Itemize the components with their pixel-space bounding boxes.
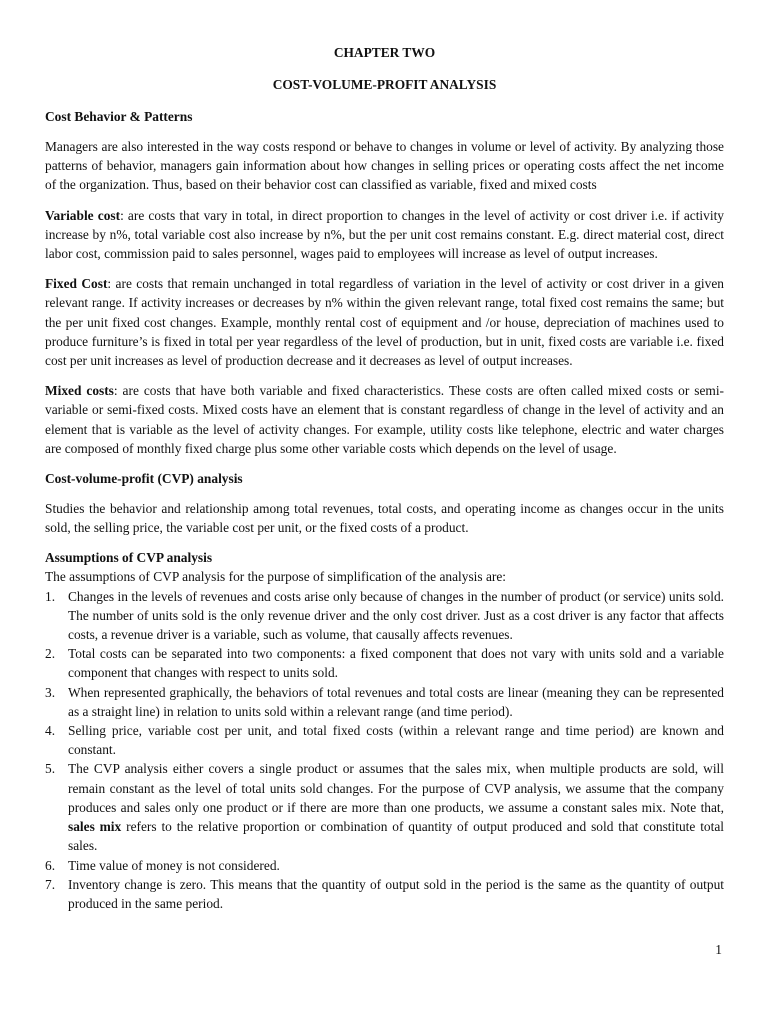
chapter-heading: CHAPTER TWO bbox=[333, 45, 436, 60]
list-number: 5. bbox=[45, 761, 56, 777]
list-item-text: Changes in the levels of revenues and costs arise only because of changes in the number of product (or service) units sold. The number of units sold is the only revenue driver and the only cost driver. Just as a cost driver is any factor that affects costs, a revenue driver is a variable, such as volume, that causally affects revenues. bbox=[68, 588, 724, 643]
list-number: 2. bbox=[45, 646, 56, 662]
list-item bbox=[45, 759, 724, 855]
list-item-text: Selling price, variable cost per unit, and total fixed costs (within a relevant range and time period) are known and constant. bbox=[68, 723, 724, 758]
document-page bbox=[45, 44, 724, 913]
paragraph-variable-cost bbox=[45, 206, 724, 264]
section-heading-cost-behavior: Cost Behavior & Patterns bbox=[45, 109, 193, 124]
assumptions-list bbox=[45, 587, 724, 913]
term-sales-mix: sales mix bbox=[68, 819, 122, 835]
list-item bbox=[45, 875, 724, 913]
list-number: 1. bbox=[45, 588, 56, 604]
list-item bbox=[45, 587, 724, 645]
list-number: 7. bbox=[45, 876, 56, 892]
page-number: 1 bbox=[715, 942, 722, 957]
list-item-text-part: refers to the relative proportion or combination of quantity of output produced and sold that constitute total sales. bbox=[68, 819, 724, 854]
term-variable-cost: Variable cost bbox=[45, 207, 121, 223]
definition-variable-cost: : are costs that vary in total, in direct proportion to changes in the level of activity or cost driver i.e. if activity increase by n%, total variable cost also increase by n%, but the per unit cost remains constant. E.g. direct material cost, direct labor cost, commission paid to sales personnel, wages paid to employees will increase as level of output increases. bbox=[45, 207, 724, 262]
paragraph-fixed-cost bbox=[45, 274, 724, 370]
list-number: 6. bbox=[45, 857, 56, 873]
definition-fixed-cost: : are costs that remain unchanged in total regardless of variation in the level of activity or cost driver in a given relevant range. If activity increases or decreases by n% within the given relevant range, total fixed cost remains the same; but the per unit fixed cost changes. Example, monthly rental cost of equipment and /or house, depreciation of machines used to produce furniture’s is fixed in total per year regardless of the level of production, but in unit, fixed costs are variable i.e. fixed cost per unit increases as level of production decrease and it decreases as level of output increases. bbox=[45, 276, 724, 369]
term-mixed-costs: Mixed costs bbox=[45, 383, 114, 399]
section-heading-cvp: Cost-volume-profit (CVP) analysis bbox=[45, 471, 243, 487]
term-fixed-cost: Fixed Cost bbox=[45, 276, 108, 292]
list-item-text: Inventory change is zero. This means that the quantity of output sold in the period is the same as the quantity of output produced in the same period. bbox=[68, 876, 724, 911]
list-item-text: When represented graphically, the behaviors of total revenues and total costs are linear (meaning they can be represented as a straight line) in relation to units sold within a relevant range (and time period). bbox=[68, 684, 724, 719]
list-item bbox=[45, 683, 724, 721]
definition-mixed-costs: : are costs that have both variable and fixed characteristics. These costs are often called mixed costs or semi-variable or semi-fixed costs. Mixed costs have an element that is constant regardless of change in the level of activity and an element that is variable as the level of activity changes. For example, utility costs like telephone, electric and water charges are composed of monthly fixed charge plus some other variable costs which depends on the level of usage. bbox=[45, 383, 724, 456]
list-item-text: Time value of money is not considered. bbox=[68, 857, 280, 873]
list-item-text: Total costs can be separated into two components: a fixed component that does not vary with units sold and a variable component that changes with respect to units sold. bbox=[68, 646, 724, 681]
list-item-text-part: The CVP analysis either covers a single product or assumes that the sales mix, when multiple products are sold, will remain constant as the level of total units sold changes. For the purpose of CVP analysis, we assume that the company produces and sales only one product or if there are more than one products, we assume a constant sales mix. Note that, bbox=[68, 761, 724, 815]
section-heading-assumptions: Assumptions of CVP analysis bbox=[45, 550, 213, 566]
list-item bbox=[45, 721, 724, 759]
list-item bbox=[45, 856, 724, 875]
paragraph-assumptions-intro: The assumptions of CVP analysis for the purpose of simplification of the analysis are: bbox=[45, 569, 507, 585]
list-item bbox=[45, 644, 724, 682]
chapter-title: COST-VOLUME-PROFIT ANALYSIS bbox=[272, 77, 497, 92]
paragraph-mixed-costs bbox=[45, 381, 724, 458]
paragraph-cost-behavior: Managers are also interested in the way costs respond or behave to changes in volume or level of activity. By analyzing those patterns of behavior, managers gain information about how changes in selling prices or operating costs affect the net income of the organization. Thus, based on their behavior cost can classified as variable, fixed and mixed costs bbox=[45, 139, 724, 193]
paragraph-cvp: Studies the behavior and relationship among total revenues, total costs, and operating income as changes occur in the units sold, the selling price, the variable cost per unit, or the fixed costs of a product. bbox=[45, 501, 724, 536]
list-number: 3. bbox=[45, 684, 56, 700]
list-number: 4. bbox=[45, 723, 56, 739]
